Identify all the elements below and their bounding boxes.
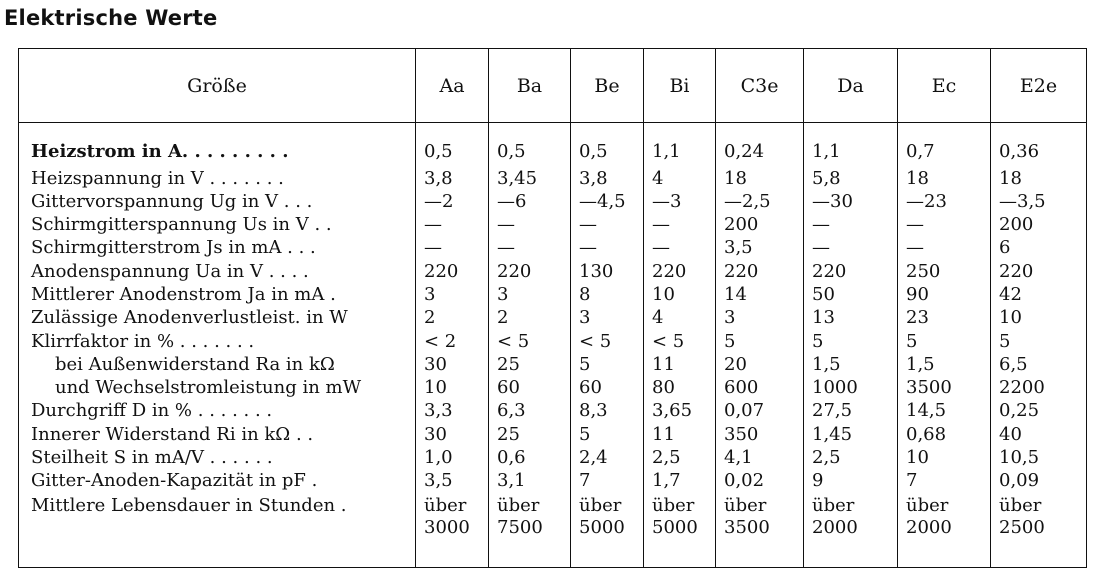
value-cell: 14 [716, 285, 804, 308]
value-cell: 10 [898, 448, 991, 471]
value-cell: 0,5 [489, 123, 571, 169]
value-cell: 6,5 [991, 355, 1087, 378]
row-label: Mittlere Lebensdauer in Stunden . [19, 495, 416, 568]
value-cell: über 5000 [644, 495, 716, 568]
value-cell: — [571, 215, 644, 238]
value-cell: 3,65 [644, 401, 716, 424]
table-row [19, 169, 1087, 192]
value-cell: 5 [991, 332, 1087, 355]
value-cell: 9 [804, 471, 898, 494]
value-cell: — [416, 215, 489, 238]
table-row [19, 448, 1087, 471]
row-label: Heizspannung in V . . . . . . . [19, 169, 416, 192]
value-cell: — [898, 215, 991, 238]
value-cell: < 2 [416, 332, 489, 355]
value-cell: 2,5 [804, 448, 898, 471]
header-tube-ec: Ec [898, 49, 991, 123]
value-cell: über 2000 [804, 495, 898, 568]
value-cell: 1,0 [416, 448, 489, 471]
value-cell: 3,5 [716, 238, 804, 261]
value-cell: < 5 [489, 332, 571, 355]
electrical-values-table [18, 48, 1087, 568]
value-cell: — [644, 215, 716, 238]
row-label: Zulässige Anodenverlustleist. in W [19, 308, 416, 331]
value-cell: 220 [644, 262, 716, 285]
value-cell: 8 [571, 285, 644, 308]
value-cell: 220 [716, 262, 804, 285]
header-quantity: Größe [19, 49, 416, 123]
value-cell: < 5 [571, 332, 644, 355]
value-cell: 25 [489, 355, 571, 378]
value-cell: 350 [716, 425, 804, 448]
value-cell: —3,5 [991, 192, 1087, 215]
value-cell: 90 [898, 285, 991, 308]
value-cell: 80 [644, 378, 716, 401]
value-cell: 3,3 [416, 401, 489, 424]
value-cell: 18 [991, 169, 1087, 192]
table-row [19, 262, 1087, 285]
value-cell: 0,5 [416, 123, 489, 169]
value-cell: 0,36 [991, 123, 1087, 169]
header-tube-aa: Aa [416, 49, 489, 123]
value-cell: — [804, 215, 898, 238]
table-row [19, 332, 1087, 355]
row-label: Innerer Widerstand Ri in kΩ . . [19, 425, 416, 448]
value-cell: 30 [416, 355, 489, 378]
value-cell: über 5000 [571, 495, 644, 568]
row-label: Heizstrom in A. . . . . . . . . [19, 123, 416, 169]
value-cell: 2,5 [644, 448, 716, 471]
table-row [19, 192, 1087, 215]
value-cell: 7 [571, 471, 644, 494]
row-label: Gittervorspannung Ug in V . . . [19, 192, 416, 215]
row-label: Mittlerer Anodenstrom Ja in mA . [19, 285, 416, 308]
table-row [19, 425, 1087, 448]
value-cell: 7 [898, 471, 991, 494]
value-cell: 18 [716, 169, 804, 192]
value-cell: 60 [571, 378, 644, 401]
value-cell: 27,5 [804, 401, 898, 424]
value-cell: 3 [489, 285, 571, 308]
value-cell: < 5 [644, 332, 716, 355]
value-cell: 0,02 [716, 471, 804, 494]
value-cell: 8,3 [571, 401, 644, 424]
value-cell: 5 [716, 332, 804, 355]
value-cell: 3,8 [571, 169, 644, 192]
value-cell: 220 [416, 262, 489, 285]
value-cell: 5 [804, 332, 898, 355]
row-label: Anodenspannung Ua in V . . . . [19, 262, 416, 285]
value-cell: — [416, 238, 489, 261]
table-row [19, 238, 1087, 261]
value-cell: über 2000 [898, 495, 991, 568]
value-cell: —2,5 [716, 192, 804, 215]
value-cell: 200 [716, 215, 804, 238]
value-cell: 40 [991, 425, 1087, 448]
value-cell: —3 [644, 192, 716, 215]
value-cell: 14,5 [898, 401, 991, 424]
table-row [19, 123, 1087, 169]
value-cell: — [898, 238, 991, 261]
value-cell: 1000 [804, 378, 898, 401]
table-row [19, 215, 1087, 238]
value-cell: 2 [416, 308, 489, 331]
value-cell: —30 [804, 192, 898, 215]
header-tube-bi: Bi [644, 49, 716, 123]
table-row [19, 285, 1087, 308]
value-cell: 5 [571, 425, 644, 448]
table-row [19, 355, 1087, 378]
value-cell: 0,6 [489, 448, 571, 471]
table-row [19, 378, 1087, 401]
value-cell: — [644, 238, 716, 261]
row-label: und Wechselstromleistung in mW [19, 378, 416, 401]
value-cell: 23 [898, 308, 991, 331]
value-cell: —6 [489, 192, 571, 215]
value-cell: 5,8 [804, 169, 898, 192]
value-cell: 6,3 [489, 401, 571, 424]
value-cell: über 3000 [416, 495, 489, 568]
table-row [19, 471, 1087, 494]
value-cell: 3500 [898, 378, 991, 401]
value-cell: 18 [898, 169, 991, 192]
row-label: Steilheit S in mA/V . . . . . . [19, 448, 416, 471]
row-label: Klirrfaktor in % . . . . . . . [19, 332, 416, 355]
value-cell: 220 [489, 262, 571, 285]
value-cell: 3 [416, 285, 489, 308]
value-cell: über 2500 [991, 495, 1087, 568]
value-cell: 11 [644, 425, 716, 448]
value-cell: 3,5 [416, 471, 489, 494]
value-cell: 4,1 [716, 448, 804, 471]
value-cell: 2,4 [571, 448, 644, 471]
value-cell: 13 [804, 308, 898, 331]
value-cell: 11 [644, 355, 716, 378]
value-cell: 3 [716, 308, 804, 331]
table-row [19, 495, 1087, 568]
table-row [19, 401, 1087, 424]
value-cell: 0,07 [716, 401, 804, 424]
value-cell: 2200 [991, 378, 1087, 401]
value-cell: 1,5 [804, 355, 898, 378]
value-cell: 3,8 [416, 169, 489, 192]
value-cell: 200 [991, 215, 1087, 238]
value-cell: 6 [991, 238, 1087, 261]
value-cell: 10 [644, 285, 716, 308]
value-cell: 3,45 [489, 169, 571, 192]
row-label: Durchgriff D in % . . . . . . . [19, 401, 416, 424]
value-cell: 20 [716, 355, 804, 378]
value-cell: 10 [991, 308, 1087, 331]
value-cell: 10 [416, 378, 489, 401]
header-row [19, 49, 1087, 123]
value-cell: 4 [644, 308, 716, 331]
value-cell: 0,68 [898, 425, 991, 448]
value-cell: 60 [489, 378, 571, 401]
table-body [19, 123, 1087, 568]
value-cell: —23 [898, 192, 991, 215]
value-cell: 0,09 [991, 471, 1087, 494]
value-cell: 1,1 [644, 123, 716, 169]
value-cell: 1,7 [644, 471, 716, 494]
value-cell: 0,7 [898, 123, 991, 169]
header-tube-ba: Ba [489, 49, 571, 123]
value-cell: 3,1 [489, 471, 571, 494]
header-tube-c3e: C3e [716, 49, 804, 123]
row-label: Schirmgitterstrom Js in mA . . . [19, 238, 416, 261]
value-cell: — [571, 238, 644, 261]
value-cell: 30 [416, 425, 489, 448]
value-cell: 2 [489, 308, 571, 331]
value-cell: 1,1 [804, 123, 898, 169]
value-cell: 220 [804, 262, 898, 285]
value-cell: 42 [991, 285, 1087, 308]
value-cell: 1,45 [804, 425, 898, 448]
value-cell: 10,5 [991, 448, 1087, 471]
value-cell: 4 [644, 169, 716, 192]
value-cell: 600 [716, 378, 804, 401]
header-tube-e2e: E2e [991, 49, 1087, 123]
value-cell: 5 [571, 355, 644, 378]
value-cell: über 7500 [489, 495, 571, 568]
value-cell: 0,25 [991, 401, 1087, 424]
value-cell: 0,24 [716, 123, 804, 169]
row-label: Gitter-Anoden-Kapazität in pF . [19, 471, 416, 494]
value-cell: — [804, 238, 898, 261]
header-tube-be: Be [571, 49, 644, 123]
row-label: Schirmgitterspannung Us in V . . [19, 215, 416, 238]
section-title: Elektrische Werte [4, 6, 218, 30]
value-cell: 50 [804, 285, 898, 308]
value-cell: 220 [991, 262, 1087, 285]
value-cell: 25 [489, 425, 571, 448]
value-cell: über 3500 [716, 495, 804, 568]
value-cell: 0,5 [571, 123, 644, 169]
header-tube-da: Da [804, 49, 898, 123]
value-cell: 5 [898, 332, 991, 355]
row-label: bei Außenwiderstand Ra in kΩ [19, 355, 416, 378]
value-cell: 1,5 [898, 355, 991, 378]
value-cell: 250 [898, 262, 991, 285]
value-cell: 3 [571, 308, 644, 331]
table-row [19, 308, 1087, 331]
value-cell: — [489, 215, 571, 238]
value-cell: —2 [416, 192, 489, 215]
value-cell: —4,5 [571, 192, 644, 215]
value-cell: — [489, 238, 571, 261]
value-cell: 130 [571, 262, 644, 285]
